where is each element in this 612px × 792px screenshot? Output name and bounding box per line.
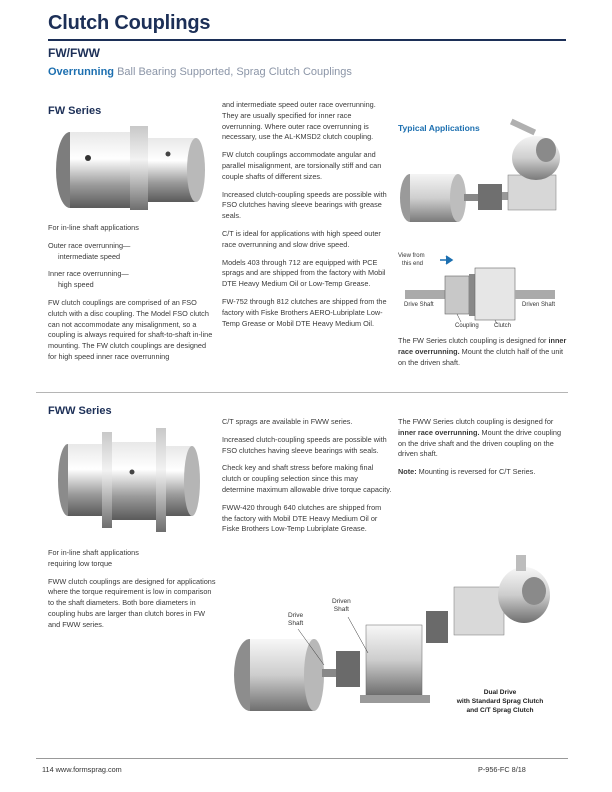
coupling-leader <box>457 314 461 322</box>
fw-left-p3a: Inner race overrunning— <box>48 269 129 279</box>
dd-driven-shaft-label <box>332 598 351 614</box>
footer-right: P-956-FC 8/18 <box>478 765 526 774</box>
dd-drive-1: Drive <box>288 612 304 619</box>
dd-drive-2: Shaft <box>288 620 304 627</box>
fw-left-p3b: high speed <box>58 280 94 290</box>
fww-left-p1a: For in-line shaft applications <box>48 548 139 557</box>
fww-middle-column <box>222 417 392 542</box>
fw-left-p4: FW clutch couplings are comprised of an FSO clutch with a disc coupling. The Model FSO clutch can not accommodate any misalignment, so a coupling is always required for shaft-to-shaft in-line mounting. The FW clutch couplings are designed for high speed inner race overrunning <box>48 297 213 361</box>
typical-applications-heading: Typical Applications <box>398 123 480 133</box>
fww-mid-p3: Check key and shaft stress before making final clutch or coupling selection since this may determine maximum allowable drive torque capacity. <box>222 463 392 494</box>
footer-rule <box>36 758 568 759</box>
dd-machine-block <box>454 587 504 635</box>
diagram-disc <box>469 274 475 316</box>
view-label-1: View from <box>398 253 425 259</box>
dd-driven-leader <box>348 617 368 653</box>
machine-base <box>508 175 556 210</box>
fww-mid-p2: Increased clutch-coupling speeds are possible with FSO clutches having sleeve bearings with seals. <box>222 434 387 455</box>
fww-left-column <box>48 548 216 638</box>
fww-note-text: Mounting is reversed for C/T Series. <box>416 467 536 477</box>
fw-photo-disc-pack <box>130 126 148 210</box>
fw-coupling-photo <box>48 118 208 218</box>
fww-right-p2 <box>398 467 568 478</box>
fww-photo-left-hub <box>68 444 102 516</box>
fww-note-label: Note: <box>398 467 417 477</box>
fw-photo-clutch-body <box>70 132 130 208</box>
fw-mid-p1: and intermediate speed outer race overrunning. They are usually specified for inner race overrunning. Where outer race overrunning is necessary, use the AL-KMSD2 clutch coupling. <box>222 100 376 142</box>
coupling-label: Coupling <box>455 323 479 329</box>
view-label-2: this end <box>402 261 424 267</box>
fww-photo-screw <box>130 470 135 475</box>
tagline-highlight: Overrunning <box>48 66 115 78</box>
fw-caption-b: inner race overrunning. <box>398 336 567 356</box>
fww-photo-right-hub-face <box>184 446 200 516</box>
drive-shaft-label: Drive Shaft <box>404 302 434 308</box>
fww-right-p1c: Mount the drive coupling on the drive shaft and the driven coupling on the driven shaft. <box>398 427 562 459</box>
tagline-rest: Ball Bearing Supported, Sprag Clutch Couplings <box>114 66 352 78</box>
fw-caption-a: The FW Series clutch coupling is designed for <box>398 336 549 345</box>
machine-pipe <box>510 119 536 135</box>
fww-photo-center-clutch <box>112 442 156 520</box>
title-rule <box>48 39 566 41</box>
dd-gearbox <box>366 625 422 695</box>
fw-right-caption <box>398 336 568 368</box>
fw-mid-p6: FW-752 through 812 clutches are shipped from the factory with Fiske Brothers AERO-Lubriplate Low-Temp Grease or Mobil DTE Heavy Medium Oil. <box>222 296 387 328</box>
motor-shaft <box>464 194 478 201</box>
dd-motor-face <box>304 639 324 711</box>
footer-left: 114 www.formsprag.com <box>42 765 122 774</box>
fww-right-column <box>398 417 568 485</box>
fw-caption-c: Mount the clutch half of the unit on the driven shaft. <box>398 346 564 367</box>
fw-photo-screw-1 <box>85 155 91 161</box>
fw-mid-p5: Models 403 through 712 are equipped with PCE sprags and are shipped from the factory with Mobil DTE Heavy Medium Oil or Low-Temp Grease. <box>222 257 386 289</box>
fw-middle-column <box>222 100 392 336</box>
fww-mid-p4: FWW-420 through 640 clutches are shipped from the factory with Mobil DTE Heavy Medium Oil or Fiske Brothers Low-Temp Lubriplate Grease. <box>222 502 382 534</box>
fw-left-p2a: Outer race overrunning— <box>48 240 131 250</box>
dual-drive-illustration <box>228 555 568 745</box>
fw-mid-p3: Increased clutch-coupling speeds are possible with FSO clutches having sleeve bearings with grease seals. <box>222 189 387 221</box>
driven-shaft-label: Driven Shaft <box>522 302 556 308</box>
fww-left-p1 <box>48 548 216 570</box>
fww-right-p1 <box>398 417 568 460</box>
dd-clutch-1 <box>336 651 360 687</box>
machine-inlet <box>536 138 556 162</box>
view-arrow-icon <box>440 256 452 264</box>
dd-driven-1: Driven <box>332 598 351 605</box>
diagram-clutch <box>475 268 515 320</box>
fww-mid-p1: C/T sprags are available in FWW series. <box>222 417 353 426</box>
motor-face <box>450 174 466 222</box>
fw-left-p2b: intermediate speed <box>58 251 121 261</box>
fw-left-column <box>48 223 216 370</box>
dd-caption-1: Dual Drive <box>483 689 517 696</box>
dd-caption-3: and C/T Sprag Clutch <box>466 707 534 714</box>
drive-shaft-bar <box>405 290 445 299</box>
dd-machine-pipe <box>516 555 526 571</box>
page-title: Clutch Couplings <box>48 12 211 34</box>
product-subtitle: FW/FWW <box>48 46 100 60</box>
fww-left-p2: FWW clutch couplings are designed for applications where the torque requirement is low in comparison to the shaft diameters. Both bore diameters in coupling hubs are larger than clutch bores in FW and FWW series. <box>48 576 216 629</box>
fww-right-p1a: The FWW Series clutch coupling is designed for <box>398 417 554 426</box>
clutch-coupling-diagram <box>405 264 555 326</box>
fw-mid-p2: FW clutch couplings accommodate angular and parallel misalignment, are torsionally stiff and can couple shafts of different sizes. <box>222 150 382 181</box>
driven-shaft-bar <box>515 290 555 299</box>
dd-gearbox-base <box>360 695 430 703</box>
motor-application-illustration <box>398 120 566 235</box>
fw-series-heading: FW Series <box>48 105 102 117</box>
dd-driven-2: Shaft <box>333 606 349 613</box>
fww-photo-left-disc <box>102 432 112 528</box>
dd-clutch-2 <box>426 611 448 643</box>
fw-left-p3 <box>48 269 216 291</box>
fww-left-p1b: requiring low torque <box>48 558 113 568</box>
fww-series-heading: FWW Series <box>48 405 112 417</box>
fww-right-p1b: inner race overrunning. <box>398 427 480 437</box>
clutch-label: Clutch <box>494 323 512 329</box>
fw-photo-screw-2 <box>166 152 171 157</box>
dd-machine-fan-inlet <box>522 577 546 605</box>
fw-left-p1: For in-line shaft applications <box>48 223 139 232</box>
dd-drive-shaft-label <box>288 612 303 628</box>
dd-motor-shaft <box>322 669 336 677</box>
dual-drive-caption <box>430 688 570 715</box>
fww-photo-right-disc <box>156 428 166 532</box>
fww-coupling-photo <box>48 418 208 546</box>
fw-photo-right-face <box>187 138 205 202</box>
coupling-unit <box>478 184 502 210</box>
tagline <box>48 66 352 78</box>
diagram-coupling <box>445 276 469 314</box>
dd-caption-2: with Standard Sprag Clutch <box>456 698 544 705</box>
section-divider <box>36 392 568 393</box>
fw-mid-p4: C/T is ideal for applications with high speed outer race overrunning and slow drive speed. <box>222 228 381 249</box>
fw-left-p2 <box>48 241 216 263</box>
